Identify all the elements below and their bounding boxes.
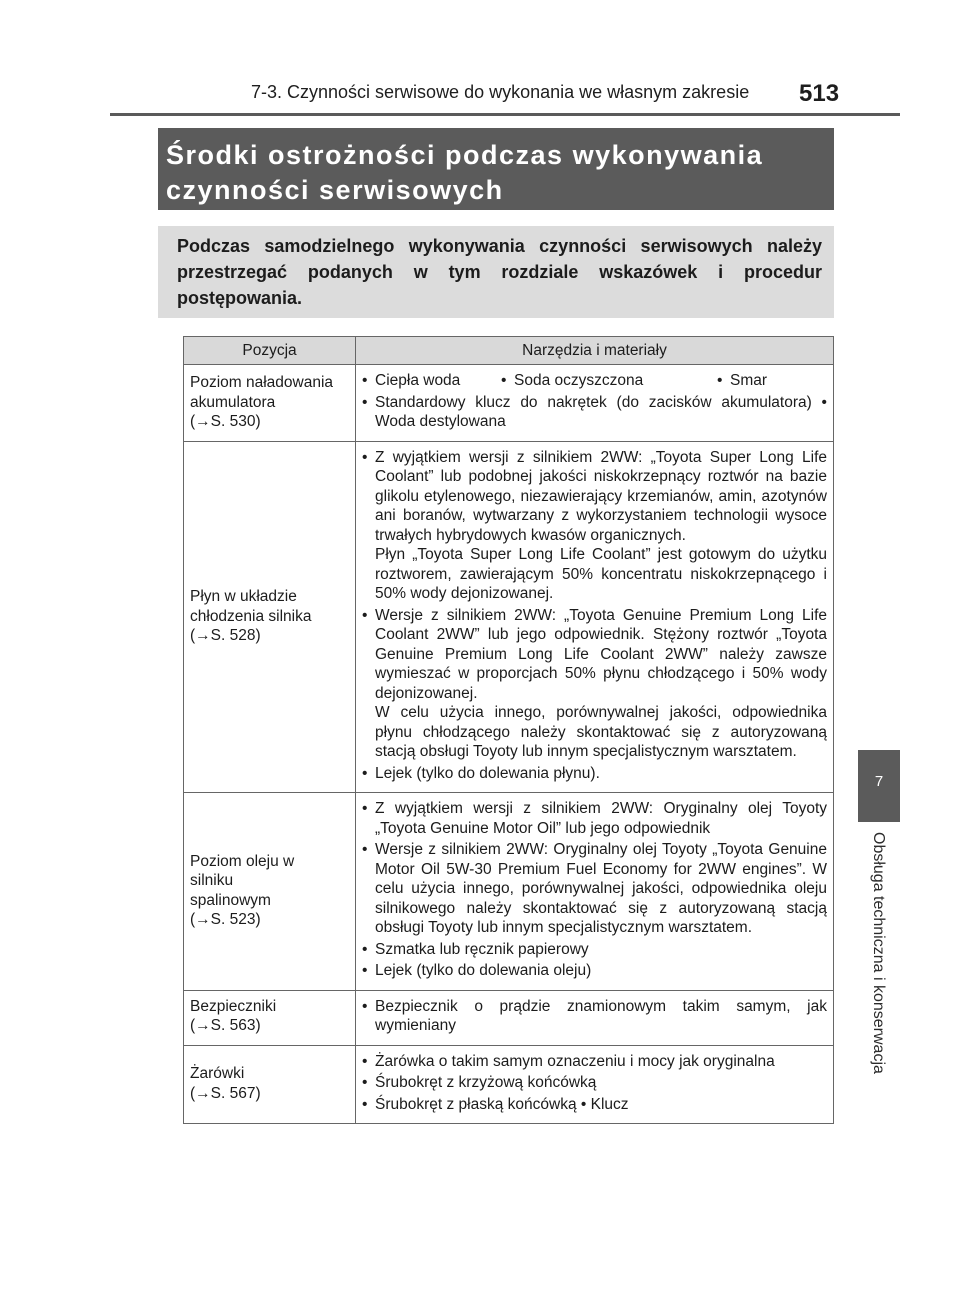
column-header-position: Pozycja [184,337,356,365]
row-tools [356,793,834,991]
chapter-tab[interactable] [858,750,900,822]
row-item [184,365,356,442]
page-header [251,80,851,112]
page-reference[interactable]: (→S. 523) [190,911,261,929]
item-label: Bezpieczniki [190,997,277,1015]
chapter-side-label [857,832,901,1122]
list-item: • Standardowy klucz do nakrętek (do zacisków akumulatora) • Woda destylowana [362,393,827,430]
row-tools [356,365,834,442]
arrow-right-icon: → [195,1017,211,1034]
row-item [184,441,356,793]
page-title-line-1: Środki ostrożności podczas wykonywania [166,140,764,170]
row-item [184,990,356,1045]
item-label: Poziom oleju w silniku spalinowym [190,852,295,909]
list-item: • Z wyjątkiem wersji z silnikiem 2WW: Oryginalny olej Toyoty „Toyota Genuine Motor Oil” lub jego odpowiednik [362,800,827,837]
list-item: • Lejek (tylko do dolewania oleju) [362,962,592,979]
row-tools [356,441,834,793]
page-reference[interactable]: (→S. 528) [190,627,261,644]
list-item: • Żarówka o takim samym oznaczeniu i mocy jak oryginalna [362,1052,775,1070]
page-reference[interactable]: (→S. 567) [190,1084,261,1102]
column-header-tools: Narzędzia i materiały [356,337,834,365]
note-text: Płyn „Toyota Super Long Life Coolant” jest gotowym do użytku roztworem, zawierającym 50% koncentratu niskokrzepnącego i 50% wody dejonizowanej. [375,546,827,602]
item-label: Poziom naładowania akumulatora [190,374,334,411]
table-row [184,441,834,793]
tools-table [183,336,834,1124]
table-row [184,1045,834,1124]
list-item: • Smar [717,372,768,389]
table-row [184,990,834,1045]
tools-inline-list [362,371,827,391]
page-reference[interactable]: (→S. 563) [190,1017,261,1034]
list-item: • Wersje z silnikiem 2WW: „Toyota Genuine Premium Long Life Coolant 2WW” lub jego odpowiednik. Stężony roztwór „Toyota Genuine Premium Long Life Coolant 2WW” należy zawsze wymieszać w proporcjach 50% płynu chłodzącego i 50% wody dejonizowanej. W celu użycia innego, porównywalnej jakości, odpowiednika płynu chłodzącego należy skontaktować się z autoryzowaną stacją obsługi Toyoty lub innym specjalistycznym warsztatem. [362,606,827,760]
list-item: • Bezpiecznik o prądzie znamionowym takim samym, jak wymieniany [362,997,827,1034]
list-item: • Z wyjątkiem wersji z silnikiem 2WW: „Toyota Super Long Life Coolant” lub podobnej jakości niskokrzepnący roztwór na bazie glikolu etylenowego, niezawierający krzemianów, amin, azotynów ani boranów, wytwarzany z wykorzystaniem technologii wysoce trwałych hybrydowych kwasów organicznych. Płyn „Toyota Super Long Life Coolant” jest gotowym do użytku roztworem, zawierającym 50% koncentratu niskokrzepnącego i 50% wody dejonizowanej. [362,448,827,602]
section-title: 7-3. Czynności serwisowe do wykonania we własnym zakresie [251,82,750,102]
table-row [184,365,834,442]
item-label: Płyn w układzie chłodzenia silnika [190,588,312,625]
list-item: • Śrubokręt z płaską końcówką • Klucz [362,1095,629,1113]
list-item: • Śrubokręt z krzyżową końcówką [362,1074,597,1091]
chapter-number: 7 [874,773,884,790]
page-reference[interactable]: (→S. 530) [190,413,261,430]
arrow-right-icon: → [195,911,211,929]
note-text: W celu użycia innego, porównywalnej jakości, odpowiednika płynu chłodzącego należy skontaktować się z autoryzowaną stacją obsługi Toyoty lub innym specjalistycznym warsztatem. [375,704,827,760]
item-label: Żarówki [190,1065,245,1083]
page-title [158,128,834,210]
arrow-right-icon: → [195,1084,211,1102]
page-title-line-2: czynności serwisowych [166,175,504,205]
row-item [184,793,356,991]
list-item: • Szmatka lub ręcznik papierowy [362,940,589,958]
page-number: 513 [799,80,840,107]
table-header-row [184,337,834,365]
list-item: • Wersje z silnikiem 2WW: Oryginalny olej Toyoty „Toyota Genuine Motor Oil 5W-30 Premium Fuel Economy for 2WW engines”. W celu użycia innego, porównywalnej jakości, odpowiednika oleju silnikowego należy skontaktować się z autoryzowaną stacją obsługi Toyoty lub innym specjalistycznym warsztatem. [362,841,827,936]
row-tools [356,990,834,1045]
arrow-right-icon: → [195,413,211,430]
row-tools [356,1045,834,1124]
intro-text: Podczas samodzielnego wykonywania czynności serwisowych należy przestrzegać podanych w tym rozdziale wskazówek i procedur postępowania. [158,226,834,318]
row-item [184,1045,356,1124]
list-item: • Soda oczyszczona [501,372,644,389]
arrow-right-icon: → [195,627,211,644]
chapter-title: Obsługa techniczna i konserwacja [870,832,887,1074]
list-item: • Lejek (tylko do dolewania płynu). [362,764,600,782]
list-item: • Ciepła woda [362,372,461,389]
table-row [184,793,834,991]
header-divider [110,113,900,116]
